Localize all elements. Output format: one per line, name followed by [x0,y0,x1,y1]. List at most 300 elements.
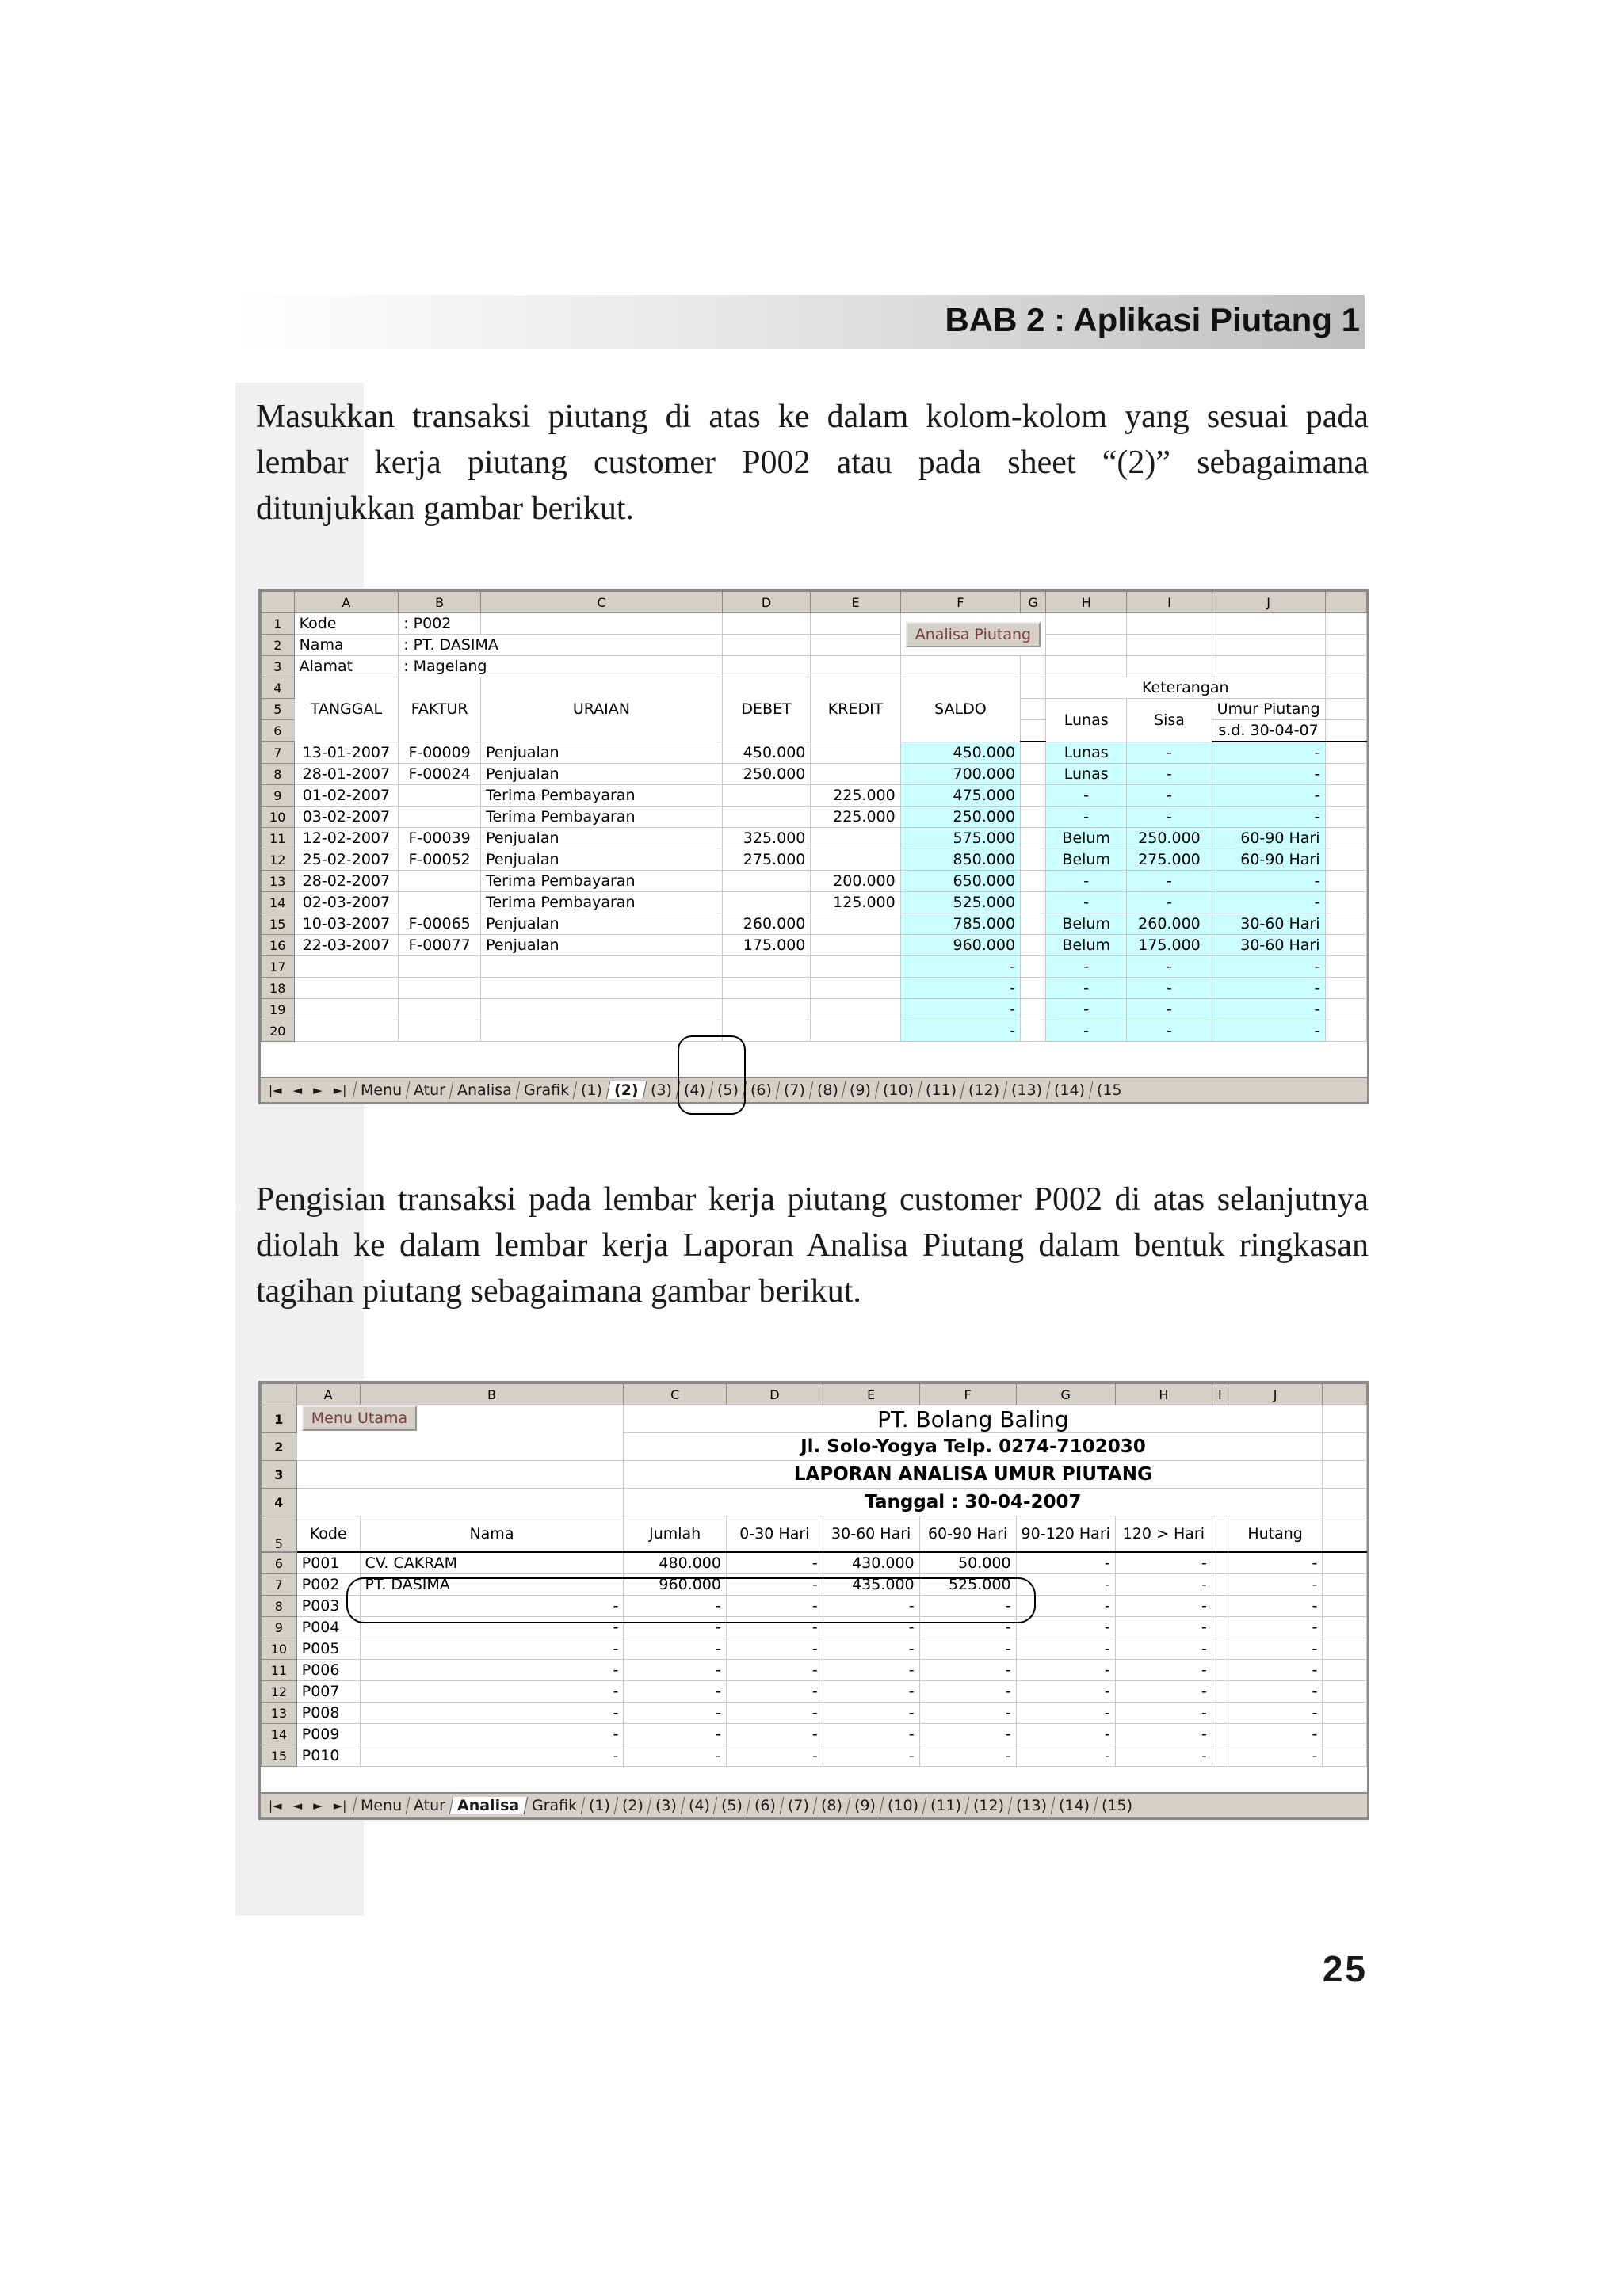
sheet-tab[interactable] [813,1797,850,1814]
cell-sisa[interactable]: 250.000 [1127,828,1212,849]
cell-90-120[interactable]: - [1016,1596,1115,1617]
row-header[interactable]: 2 [262,1433,297,1461]
select-all-corner[interactable] [262,592,295,613]
cell-saldo[interactable]: - [900,1020,1020,1042]
cell-tanggal[interactable]: 03-02-2007 [294,807,399,828]
row-header[interactable]: 16 [262,935,295,956]
cell-empty[interactable] [1021,999,1046,1020]
cell-kode[interactable]: P008 [296,1703,360,1724]
cell-kredit[interactable] [811,978,900,999]
cell-uraian[interactable]: Terima Pembayaran [481,871,723,892]
cell-tanggal[interactable]: 25-02-2007 [294,849,399,871]
cell-kredit[interactable]: 225.000 [811,785,900,807]
cell-debet[interactable] [722,978,811,999]
cell-jumlah[interactable]: - [624,1596,727,1617]
cell-120-plus[interactable]: - [1115,1660,1212,1681]
cell-30-60[interactable]: - [823,1745,919,1767]
company-name[interactable]: PT. Bolang Baling [624,1405,1323,1433]
cell-nama[interactable]: - [360,1703,624,1724]
sheet-tab[interactable] [875,1081,922,1099]
cell-faktur[interactable]: F-00052 [399,849,481,871]
cell-uraian[interactable]: Terima Pembayaran [481,785,723,807]
col-header[interactable]: J [1212,592,1325,613]
cell-umur[interactable]: - [1212,764,1325,785]
sheet-tab[interactable] [842,1081,879,1099]
cell-empty[interactable] [1212,1552,1228,1574]
cell-empty[interactable] [1212,1617,1228,1638]
cell-nama-label[interactable]: Nama [294,635,399,656]
cell-jumlah[interactable]: 480.000 [624,1552,727,1574]
cell-tanggal[interactable]: 01-02-2007 [294,785,399,807]
header-lunas[interactable]: Lunas [1046,699,1127,742]
cell-empty[interactable] [1323,1596,1367,1617]
cell-jumlah[interactable]: - [624,1617,727,1638]
cell-lunas[interactable]: - [1046,956,1127,978]
prev-sheet-icon[interactable]: ◄ [292,1798,303,1813]
cell-saldo[interactable]: - [900,978,1020,999]
cell-uraian[interactable]: Penjualan [481,935,723,956]
sheet-tab[interactable] [960,1081,1007,1099]
cell-30-60[interactable]: - [823,1596,919,1617]
sheet-tab[interactable] [353,1081,410,1099]
row-header[interactable]: 15 [262,1745,297,1767]
cell-umur[interactable]: - [1212,871,1325,892]
cell-60-90[interactable]: - [919,1617,1016,1638]
cell-empty[interactable] [1212,1660,1228,1681]
cell-tanggal[interactable]: 28-02-2007 [294,871,399,892]
cell-90-120[interactable]: - [1016,1703,1115,1724]
cell-kode[interactable]: P001 [296,1552,360,1574]
cell-kode[interactable]: P005 [296,1638,360,1660]
cell-0-30[interactable]: - [726,1617,823,1638]
sheet-tab[interactable] [1089,1081,1129,1099]
cell-jumlah[interactable]: 960.000 [624,1574,727,1596]
header-saldo[interactable]: SALDO [900,677,1020,742]
cell-empty[interactable] [1325,956,1366,978]
cell-empty[interactable] [1021,785,1046,807]
cell-kredit[interactable] [811,935,900,956]
col-header[interactable]: J [1228,1384,1323,1405]
row-header[interactable]: 11 [262,1660,297,1681]
cell-empty[interactable] [1021,807,1046,828]
cell-hutang[interactable]: - [1228,1574,1323,1596]
row-header[interactable]: 9 [262,1617,297,1638]
first-sheet-icon[interactable]: |◄ [269,1798,282,1813]
cell-debet[interactable]: 450.000 [722,742,811,764]
sheet-tab[interactable] [680,1797,717,1814]
cell-lunas[interactable]: - [1046,807,1127,828]
cell-empty[interactable] [1323,1724,1367,1745]
cell-uraian[interactable]: Penjualan [481,828,723,849]
cell-empty[interactable] [1021,892,1046,913]
analisa-piutang-button[interactable]: Analisa Piutang [906,622,1041,647]
row-header[interactable]: 11 [262,828,295,849]
cell-nama[interactable]: - [360,1660,624,1681]
header-30-60[interactable]: 30-60 Hari [823,1516,919,1553]
cell-faktur[interactable]: F-00077 [399,935,481,956]
sheet-tab[interactable] [523,1797,584,1814]
sheet-tab[interactable] [1051,1797,1098,1814]
cell-0-30[interactable]: - [726,1552,823,1574]
cell-jumlah[interactable]: - [624,1703,727,1724]
col-header[interactable]: F [919,1384,1016,1405]
sheet-tab[interactable] [613,1797,651,1814]
cell-saldo[interactable]: 960.000 [900,935,1020,956]
cell-120-plus[interactable]: - [1115,1638,1212,1660]
cell-hutang[interactable]: - [1228,1552,1323,1574]
cell-120-plus[interactable]: - [1115,1724,1212,1745]
cell-debet[interactable]: 175.000 [722,935,811,956]
first-sheet-icon[interactable]: |◄ [269,1083,282,1097]
col-header[interactable]: E [811,592,900,613]
cell-debet[interactable] [722,871,811,892]
cell-saldo[interactable]: 850.000 [900,849,1020,871]
cell-kode[interactable]: P002 [296,1574,360,1596]
cell-saldo[interactable]: 650.000 [900,871,1020,892]
cell-hutang[interactable]: - [1228,1724,1323,1745]
header-tanggal[interactable]: TANGGAL [294,677,399,742]
cell-uraian[interactable]: Penjualan [481,742,723,764]
cell-kredit[interactable] [811,999,900,1020]
cell-sisa[interactable]: 175.000 [1127,935,1212,956]
cell-umur[interactable]: - [1212,999,1325,1020]
cell-kredit[interactable] [811,913,900,935]
cell-0-30[interactable]: - [726,1574,823,1596]
col-header[interactable] [1325,592,1366,613]
cell-sisa[interactable]: - [1127,1020,1212,1042]
cell-90-120[interactable]: - [1016,1745,1115,1767]
cell-60-90[interactable]: - [919,1681,1016,1703]
cell-60-90[interactable]: - [919,1724,1016,1745]
cell-faktur[interactable]: F-00065 [399,913,481,935]
cell-hutang[interactable]: - [1228,1681,1323,1703]
row-header[interactable]: 1 [262,613,295,635]
cell-tanggal[interactable]: 22-03-2007 [294,935,399,956]
sheet-tab[interactable] [406,1797,453,1814]
cell-jumlah[interactable]: - [624,1724,727,1745]
col-header[interactable]: F [900,592,1020,613]
cell-nama-value[interactable]: : PT. DASIMA [399,635,723,656]
cell-60-90[interactable]: - [919,1596,1016,1617]
cell-nama[interactable]: - [360,1596,624,1617]
next-sheet-icon[interactable]: ► [313,1083,323,1097]
cell-jumlah[interactable]: - [624,1638,727,1660]
cell-hutang[interactable]: - [1228,1703,1323,1724]
col-header[interactable]: D [726,1384,823,1405]
cell-faktur[interactable] [399,999,481,1020]
cell-saldo[interactable]: 785.000 [900,913,1020,935]
sheet-tab[interactable] [747,1797,784,1814]
cell-tanggal[interactable]: 10-03-2007 [294,913,399,935]
sheet-tab[interactable] [449,1797,527,1814]
cell-empty[interactable] [1212,1724,1228,1745]
cell-faktur[interactable]: F-00024 [399,764,481,785]
row-header[interactable]: 9 [262,785,295,807]
cell-sisa[interactable]: - [1127,892,1212,913]
cell-empty[interactable] [1323,1617,1367,1638]
row-header[interactable]: 12 [262,1681,297,1703]
header-60-90[interactable]: 60-90 Hari [919,1516,1016,1553]
cell-empty[interactable] [1212,1596,1228,1617]
sheet-tab[interactable] [1008,1797,1055,1814]
col-header[interactable]: C [481,592,723,613]
col-header[interactable]: E [823,1384,919,1405]
cell-nama[interactable]: - [360,1681,624,1703]
cell-uraian[interactable]: Penjualan [481,849,723,871]
cell-empty[interactable] [1021,935,1046,956]
header-90-120[interactable]: 90-120 Hari [1016,1516,1115,1553]
sheet-tab[interactable] [406,1081,453,1099]
col-header[interactable]: H [1046,592,1127,613]
row-header[interactable]: 5 [262,699,295,720]
cell-kredit[interactable]: 200.000 [811,871,900,892]
sheet-tab[interactable] [742,1081,779,1099]
cell-faktur[interactable] [399,892,481,913]
header-120-plus[interactable]: 120 > Hari [1115,1516,1212,1553]
header-kode[interactable]: Kode [296,1516,360,1553]
header-uraian[interactable]: URAIAN [481,677,723,742]
cell-umur[interactable]: 30-60 Hari [1212,913,1325,935]
row-header[interactable]: 6 [262,1552,297,1574]
cell-lunas[interactable]: Belum [1046,913,1127,935]
cell-lunas[interactable]: Belum [1046,828,1127,849]
cell-30-60[interactable]: 430.000 [823,1552,919,1574]
cell-nama[interactable]: - [360,1617,624,1638]
header-sisa[interactable]: Sisa [1127,699,1212,742]
row-header[interactable]: 13 [262,1703,297,1724]
cell-empty[interactable] [1325,828,1366,849]
cell-saldo[interactable]: 525.000 [900,892,1020,913]
cell-kode[interactable]: P004 [296,1617,360,1638]
col-header[interactable]: H [1115,1384,1212,1405]
menu-utama-button[interactable]: Menu Utama [302,1405,417,1431]
sheet-tab[interactable] [880,1797,926,1814]
cell-tanggal[interactable]: 12-02-2007 [294,828,399,849]
col-header[interactable]: I [1212,1384,1228,1405]
cell-faktur[interactable]: F-00009 [399,742,481,764]
row-header[interactable]: 2 [262,635,295,656]
cell-saldo[interactable]: 250.000 [900,807,1020,828]
col-header[interactable]: C [624,1384,727,1405]
cell-umur[interactable]: - [1212,1020,1325,1042]
col-header[interactable] [1323,1384,1367,1405]
cell-nama[interactable]: CV. CAKRAM [360,1552,624,1574]
cell-uraian[interactable] [481,978,723,999]
prev-sheet-icon[interactable]: ◄ [292,1083,303,1097]
cell-empty[interactable] [1212,1638,1228,1660]
cell-tanggal[interactable] [294,999,399,1020]
cell-30-60[interactable]: - [823,1724,919,1745]
cell-faktur[interactable] [399,785,481,807]
cell-90-120[interactable]: - [1016,1681,1115,1703]
cell-120-plus[interactable]: - [1115,1617,1212,1638]
col-header[interactable]: G [1021,592,1046,613]
cell-kredit[interactable] [811,828,900,849]
header-faktur[interactable]: FAKTUR [399,677,481,742]
cell-sisa[interactable]: - [1127,871,1212,892]
cell-empty[interactable] [1325,742,1366,764]
sheet-tab[interactable] [580,1797,617,1814]
col-header[interactable]: A [294,592,399,613]
sheet-tab[interactable] [775,1081,812,1099]
row-header[interactable]: 18 [262,978,295,999]
col-header[interactable]: B [399,592,481,613]
cell-empty[interactable] [1021,871,1046,892]
row-header[interactable]: 14 [262,892,295,913]
cell-tanggal[interactable] [294,1020,399,1042]
next-sheet-icon[interactable]: ► [313,1798,323,1813]
cell-empty[interactable] [1021,978,1046,999]
sheet-tab[interactable] [606,1081,646,1099]
cell-umur[interactable]: 60-90 Hari [1212,828,1325,849]
cell-0-30[interactable]: - [726,1596,823,1617]
sheet-tab[interactable] [643,1081,680,1099]
header-kredit[interactable]: KREDIT [811,677,900,742]
cell-120-plus[interactable]: - [1115,1552,1212,1574]
cell-uraian[interactable]: Penjualan [481,913,723,935]
cell-lunas[interactable]: Belum [1046,849,1127,871]
cell-sisa[interactable]: - [1127,978,1212,999]
sheet-tab[interactable] [808,1081,846,1099]
cell-faktur[interactable] [399,956,481,978]
cell-nama[interactable]: PT. DASIMA [360,1574,624,1596]
cell-30-60[interactable]: - [823,1660,919,1681]
cell-120-plus[interactable]: - [1115,1574,1212,1596]
cell-empty[interactable] [1323,1703,1367,1724]
cell-faktur[interactable] [399,807,481,828]
cell-kredit[interactable]: 225.000 [811,807,900,828]
cell-empty[interactable] [1021,1020,1046,1042]
cell-saldo[interactable]: 575.000 [900,828,1020,849]
cell-debet[interactable]: 275.000 [722,849,811,871]
row-header[interactable]: 8 [262,1596,297,1617]
cell-nama[interactable]: - [360,1724,624,1745]
cell-sisa[interactable]: - [1127,956,1212,978]
cell-uraian[interactable] [481,956,723,978]
cell-empty[interactable] [1021,913,1046,935]
cell-sisa[interactable]: - [1127,764,1212,785]
cell-lunas[interactable]: Lunas [1046,742,1127,764]
sheet-tab[interactable] [922,1797,969,1814]
cell-empty[interactable] [1325,1020,1366,1042]
sheet-tab[interactable] [846,1797,884,1814]
header-keterangan[interactable]: Keterangan [1046,677,1325,699]
cell-jumlah[interactable]: - [624,1681,727,1703]
cell-empty[interactable] [1325,871,1366,892]
cell-90-120[interactable]: - [1016,1552,1115,1574]
cell-debet[interactable]: 250.000 [722,764,811,785]
header-hutang[interactable]: Hutang [1228,1516,1323,1553]
cell-uraian[interactable]: Terima Pembayaran [481,807,723,828]
cell-0-30[interactable]: - [726,1681,823,1703]
cell-empty[interactable] [1021,849,1046,871]
row-header[interactable]: 4 [262,1489,297,1516]
cell-sisa[interactable]: 260.000 [1127,913,1212,935]
cell-empty[interactable] [1325,913,1366,935]
cell-umur[interactable]: - [1212,978,1325,999]
col-header[interactable]: G [1016,1384,1115,1405]
cell-30-60[interactable]: - [823,1638,919,1660]
cell-empty[interactable] [1325,785,1366,807]
cell-umur[interactable]: - [1212,892,1325,913]
sheet-tab[interactable] [713,1797,750,1814]
sheet-tab[interactable] [1003,1081,1050,1099]
cell-lunas[interactable]: - [1046,978,1127,999]
cell-umur[interactable]: - [1212,785,1325,807]
header-debet[interactable]: DEBET [722,677,811,742]
cell-empty[interactable] [1325,935,1366,956]
cell-kredit[interactable]: 125.000 [811,892,900,913]
cell-saldo[interactable]: 450.000 [900,742,1020,764]
row-header[interactable]: 3 [262,656,295,677]
cell-umur[interactable]: 30-60 Hari [1212,935,1325,956]
cell-empty[interactable] [1325,764,1366,785]
cell-jumlah[interactable]: - [624,1660,727,1681]
sheet-tab[interactable] [353,1797,410,1814]
cell-sisa[interactable]: - [1127,807,1212,828]
header-umur-piutang[interactable]: Umur Piutang [1212,699,1325,720]
cell-debet[interactable]: 325.000 [722,828,811,849]
cell-saldo[interactable]: - [900,999,1020,1020]
cell-90-120[interactable]: - [1016,1617,1115,1638]
cell-empty[interactable] [1212,1703,1228,1724]
cell-umur[interactable]: 60-90 Hari [1212,849,1325,871]
cell-kode[interactable]: P007 [296,1681,360,1703]
company-address[interactable]: Jl. Solo-Yogya Telp. 0274-7102030 [624,1433,1323,1461]
cell-faktur[interactable] [399,978,481,999]
cell-tanggal[interactable]: 02-03-2007 [294,892,399,913]
cell-kredit[interactable] [811,849,900,871]
col-header[interactable]: D [722,592,811,613]
cell-empty[interactable] [1323,1660,1367,1681]
cell-faktur[interactable]: F-00039 [399,828,481,849]
cell-empty[interactable] [1323,1681,1367,1703]
cell-alamat-value[interactable]: : Magelang [399,656,723,677]
cell-uraian[interactable] [481,999,723,1020]
cell-lunas[interactable]: - [1046,999,1127,1020]
cell-saldo[interactable]: 475.000 [900,785,1020,807]
cell-empty[interactable] [1325,892,1366,913]
cell-lunas[interactable]: - [1046,1020,1127,1042]
cell-0-30[interactable]: - [726,1724,823,1745]
cell-empty[interactable] [1212,1574,1228,1596]
cell-120-plus[interactable]: - [1115,1596,1212,1617]
select-all-corner[interactable] [262,1384,297,1405]
cell-kode-value[interactable]: : P002 [399,613,481,635]
cell-jumlah[interactable]: - [624,1745,727,1767]
cell-sisa[interactable]: 275.000 [1127,849,1212,871]
cell-umur[interactable]: - [1212,956,1325,978]
cell-kode[interactable]: P006 [296,1660,360,1681]
cell-30-60[interactable]: - [823,1617,919,1638]
cell-kode[interactable]: P010 [296,1745,360,1767]
cell-60-90[interactable]: - [919,1638,1016,1660]
sheet-tab[interactable] [573,1081,610,1099]
cell-tanggal[interactable]: 13-01-2007 [294,742,399,764]
cell-kredit[interactable] [811,742,900,764]
cell-kredit[interactable] [811,764,900,785]
cell-60-90[interactable]: - [919,1745,1016,1767]
cell-tanggal[interactable]: 28-01-2007 [294,764,399,785]
cell-lunas[interactable]: - [1046,785,1127,807]
cell-faktur[interactable] [399,871,481,892]
cell-debet[interactable] [722,999,811,1020]
cell-kode-label[interactable]: Kode [294,613,399,635]
cell-90-120[interactable]: - [1016,1724,1115,1745]
cell-30-60[interactable]: 435.000 [823,1574,919,1596]
row-header[interactable]: 7 [262,742,295,764]
cell-saldo[interactable]: - [900,956,1020,978]
